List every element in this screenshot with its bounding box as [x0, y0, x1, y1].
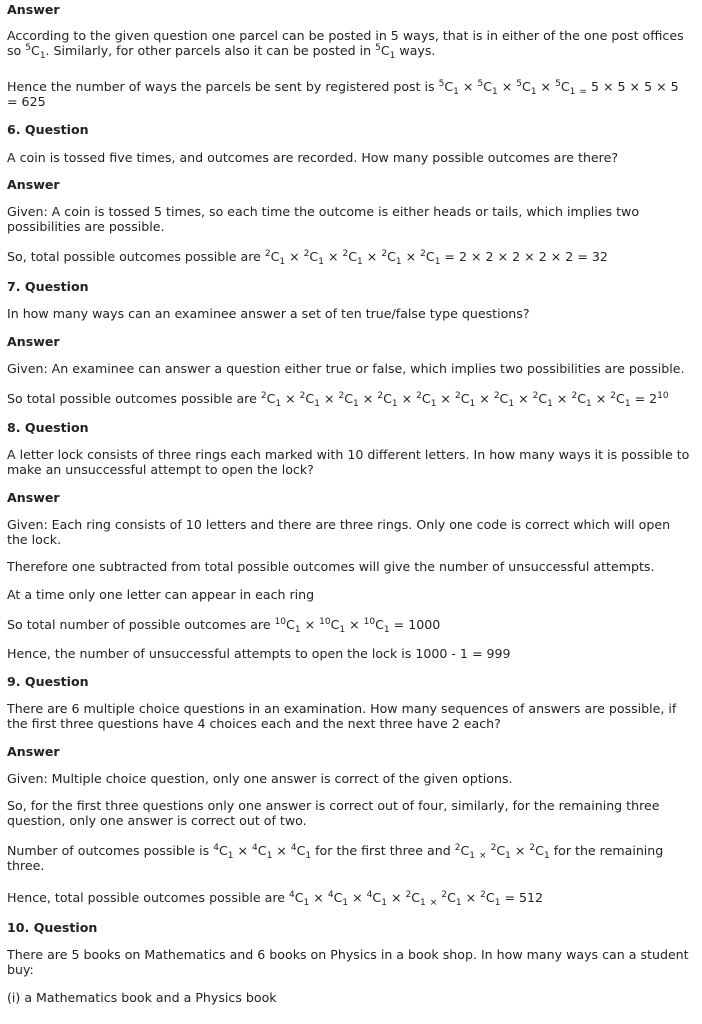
answer-paragraph: Hence, the number of unsuccessful attempts to open the lock is 1000 - 1 = 999	[7, 646, 511, 661]
question-text: There are 6 multiple choice questions in an examination. How many sequences of answers are possible, if the first three questions have 4 choices each and the next three have 2 each?	[7, 701, 677, 731]
question-text: A coin is tossed five times, and outcomes are recorded. How many possible outcomes are there?	[7, 150, 619, 165]
answer-paragraph: Therefore one subtracted from total possible outcomes will give the number of unsuccessful attempts.	[7, 559, 655, 574]
question-text: In how many ways can an examinee answer a set of ten true/false type questions?	[7, 306, 530, 321]
answer-paragraph: So, total possible outcomes possible are $^2C_1 \times ^2C_1 \times ^2C_1 \times ^2C_1 \times ^2C_1 = 2 \times 2 \times 2 \times 2 \times 2 = 32$	[7, 249, 608, 267]
answer-heading: Answer	[7, 334, 60, 349]
answer-paragraph: So total possible outcomes possible are $^2C_1 \times ^2C_1 \times ^2C_1 \times ^2C_1 \times ^2C_1 \times ^2C_1 \times ^2C_1 \times ^2C_1 \times ^2C_1 \times ^2C_1 = 2^{10}$	[7, 391, 669, 409]
answer-paragraph: Given: A coin is tossed 5 times, so each time the outcome is either heads or tails, which implies two possibilities are possible.	[7, 204, 640, 234]
answer-paragraph: Given: Each ring consists of 10 letters and there are three rings. Only one code is correct which will open the lock.	[7, 517, 671, 547]
answer-paragraph: Number of outcomes possible is $^4C_1 \times ^4C_1 \times ^4C_1$ for the first three and $^2C_1$ $_\times$ $^2C_1 \times ^2C_1$ for the remaining three.	[7, 843, 664, 873]
question-heading: 7. Question	[7, 279, 89, 294]
question-text: There are 5 books on Mathematics and 6 books on Physics in a book shop. In how many ways can a student buy:	[7, 947, 689, 977]
answer-heading: Answer	[7, 490, 60, 505]
answer-paragraph: Hence, total possible outcomes possible are $^4C_1 \times ^4C_1 \times ^4C_1 \times ^2C_1$ $_\times$ $^2C_1 \times ^2C_1 = 512$	[7, 890, 544, 908]
answer-paragraph: So, for the first three questions only one answer is correct out of four, similarly, for the remaining three question, only one answer is correct out of two.	[7, 798, 660, 828]
answer-paragraph: Given: Multiple choice question, only one answer is correct of the given options.	[7, 771, 513, 786]
answer-paragraph: Hence the number of ways the parcels be sent by registered post is $^5C_1 \times ^5C_1 \times ^5C_1 \times ^5C_1$ $_=$ 5 × 5 × 5 × 5 = 625	[7, 79, 679, 109]
question-text: A letter lock consists of three rings each marked with 10 different letters. In how many ways it is possible to make an unsuccessful attempt to open the lock?	[7, 447, 690, 477]
question-heading: 10. Question	[7, 920, 98, 935]
answer-heading: Answer	[7, 177, 60, 192]
answer-paragraph: According to the given question one parcel can be posted in 5 ways, that is in either of the one post offices so $^5C_1$. Similarly, for other parcels also it can be posted in $^5C_1$ ways.	[7, 28, 684, 61]
answer-paragraph: Given: An examinee can answer a question either true or false, which implies two possibilities are possible.	[7, 361, 685, 376]
question-option: (i) a Mathematics book and a Physics book	[7, 990, 277, 1005]
question-heading: 6. Question	[7, 122, 89, 137]
answer-paragraph: At a time only one letter can appear in each ring	[7, 587, 315, 602]
answer-paragraph: So total number of possible outcomes are $^{10}C_1 \times ^{10}C_1 \times ^{10}C_1 = 1000$	[7, 617, 441, 635]
question-heading: 9. Question	[7, 674, 89, 689]
answer-heading: Answer	[7, 2, 60, 17]
question-heading: 8. Question	[7, 420, 89, 435]
answer-heading: Answer	[7, 744, 60, 759]
